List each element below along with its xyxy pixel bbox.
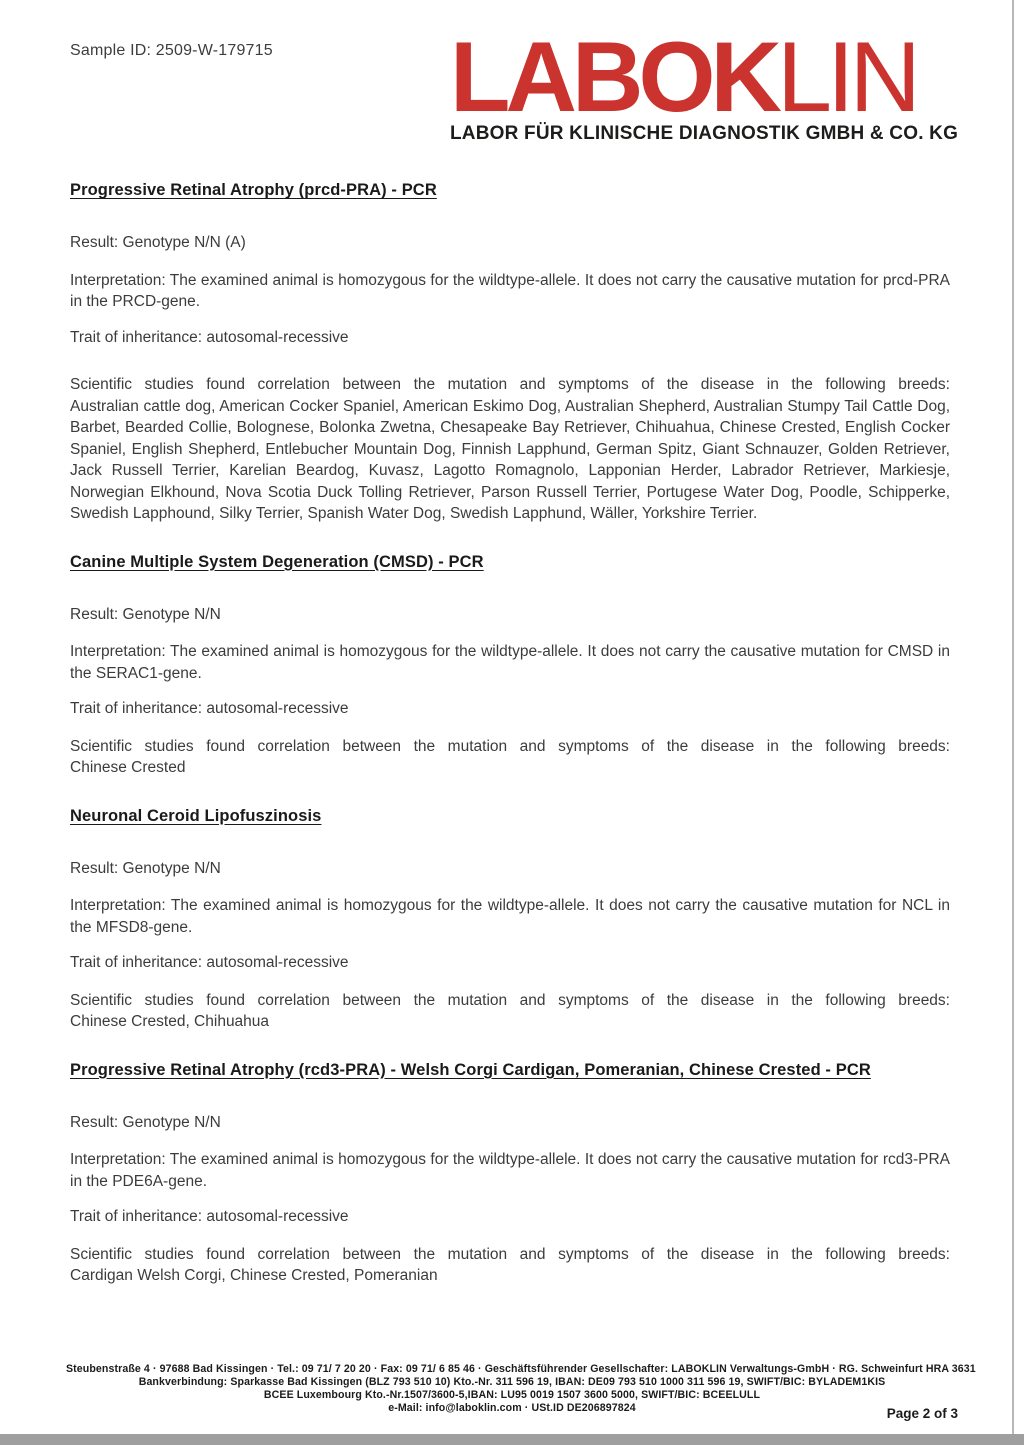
trait-of-inheritance-line: Trait of inheritance: autosomal-recessive: [70, 700, 349, 718]
result-line: Result: Genotype N/N: [70, 1113, 221, 1131]
section-heading: Progressive Retinal Atrophy (rcd3-PRA) - Welsh Corgi Cardigan, Pomeranian, Chinese Crested - PCR: [70, 1060, 871, 1079]
result-line: Result: Genotype N/N (A): [70, 234, 246, 252]
report-footer: [66, 1363, 976, 1421]
footer-email-line: e-Mail: info@laboklin.com · USt.ID DE206897824: [388, 1402, 636, 1414]
report-header: [70, 21, 959, 145]
breeds-intro: Scientific studies found correlation between the mutation and symptoms of the disease in the following breeds:: [70, 1245, 950, 1263]
breeds-paragraph: [70, 1244, 950, 1287]
section-heading: Canine Multiple System Degeneration (CMSD) - PCR: [70, 552, 484, 571]
footer-address-line: Steubenstraße 4 · 97688 Bad Kissingen · Tel.: 09 71/ 7 20 20 · Fax: 09 71/ 6 85 46 · Geschäftsführender Gesellschafter: LABOKLIN Verwaltungs-GmbH · RG. Schweinfurt HRA 3631: [66, 1363, 976, 1375]
interpretation-paragraph: Interpretation: The examined animal is homozygous for the wildtype-allele. It does not carry the causative mutation for rcd3-PRA in the PDE6A-gene.: [70, 1151, 950, 1190]
laboklin-logo: [450, 21, 972, 145]
breeds-list: Chinese Crested, Chihuahua: [70, 1013, 270, 1031]
interpretation-paragraph: Interpretation: The examined animal is homozygous for the wildtype-allele. It does not carry the causative mutation for CMSD in the SERAC1-gene.: [70, 643, 950, 682]
breeds-list: Australian cattle dog, American Cocker Spaniel, American Eskimo Dog, Australian Shepherd, Australian Stumpy Tail Cattle Dog, Barbet, Bearded Collie, Bolognese, Bolonka Zwetna, Chesapeake Bay Retriever, Chihuahua, Chinese Crested, English Cocker Spaniel, English Shepherd, Entlebucher Mountain Dog, Finnish Lapphund, German Spitz, Giant Schnauzer, Golden Retriever, Jack Russell Terrier, Karelian Beardog, Kuvasz, Lagotto Romagnolo, Lapponian Herder, Labrador Retriever, Markiesje, Norwegian Elkhound, Nova Scotia Duck Tolling Retriever, Parson Russell Terrier, Portugese Water Dog, Poodle, Schipperke, Swedish Lapphound, Silky Terrier, Spanish Water Dog, Swedish Lapphund, Wäller, Yorkshire Terrier.: [70, 397, 950, 523]
footer-bcee-line: BCEE Luxembourg Kto.-Nr.1507/3600-5,IBAN: LU95 0019 1507 3600 5000, SWIFT/BIC: BCEELULL: [263, 1389, 761, 1401]
footer-bank-line: Bankverbindung: Sparkasse Bad Kissingen (BLZ 793 510 10) Kto.-Nr. 311 596 19, IBAN: DE09 793 510 1000 311 596 19, SWIFT/BIC: BYLADEM1KIS: [138, 1376, 886, 1388]
page-bottom-bar: [0, 1434, 1024, 1445]
breeds-list: Chinese Crested: [70, 759, 186, 777]
breeds-paragraph: [70, 374, 950, 525]
breeds-intro: Scientific studies found correlation between the mutation and symptoms of the disease in the following breeds:: [70, 991, 950, 1009]
logo-bold-text: LABOK: [450, 21, 777, 132]
section-cmsd: [70, 551, 950, 779]
section-heading: Progressive Retinal Atrophy (prcd-PRA) - PCR: [70, 181, 437, 200]
sample-id: Sample ID: 2509-W-179715: [70, 42, 273, 59]
breeds-list: Cardigan Welsh Corgi, Chinese Crested, Pomeranian: [70, 1267, 438, 1285]
result-line: Result: Genotype N/N: [70, 605, 221, 623]
breeds-paragraph: [70, 990, 950, 1033]
interpretation-paragraph: Interpretation: The examined animal is homozygous for the wildtype-allele. It does not carry the causative mutation for NCL in the MFSD8-gene.: [70, 897, 950, 936]
trait-of-inheritance-line: Trait of inheritance: autosomal-recessive: [70, 328, 349, 346]
breeds-intro: Scientific studies found correlation between the mutation and symptoms of the disease in the following breeds:: [70, 737, 950, 755]
interpretation-paragraph: Interpretation: The examined animal is homozygous for the wildtype-allele. It does not carry the causative mutation for prcd-PRA in the PRCD-gene.: [70, 271, 950, 311]
page-right-edge: [1012, 0, 1014, 1445]
page-number: Page 2 of 3: [886, 1406, 958, 1421]
section-rcd3-pra: [70, 1059, 950, 1287]
breeds-paragraph: [70, 736, 950, 779]
trait-of-inheritance-line: Trait of inheritance: autosomal-recessive: [70, 1208, 349, 1226]
logo-subtitle: LABOR FÜR KLINISCHE DIAGNOSTIK GMBH & CO. KG: [450, 123, 959, 145]
logo-light-text: LIN: [776, 21, 917, 132]
result-line: Result: Genotype N/N: [70, 859, 221, 877]
section-prcd-pra: [70, 179, 950, 525]
section-heading: Neuronal Ceroid Lipofuszinosis: [70, 806, 322, 825]
breeds-intro: Scientific studies found correlation between the mutation and symptoms of the disease in the following breeds:: [70, 376, 950, 394]
trait-of-inheritance-line: Trait of inheritance: autosomal-recessive: [70, 954, 349, 972]
section-ncl: [70, 805, 950, 1033]
laboklin-logo-wordmark: [450, 21, 972, 132]
